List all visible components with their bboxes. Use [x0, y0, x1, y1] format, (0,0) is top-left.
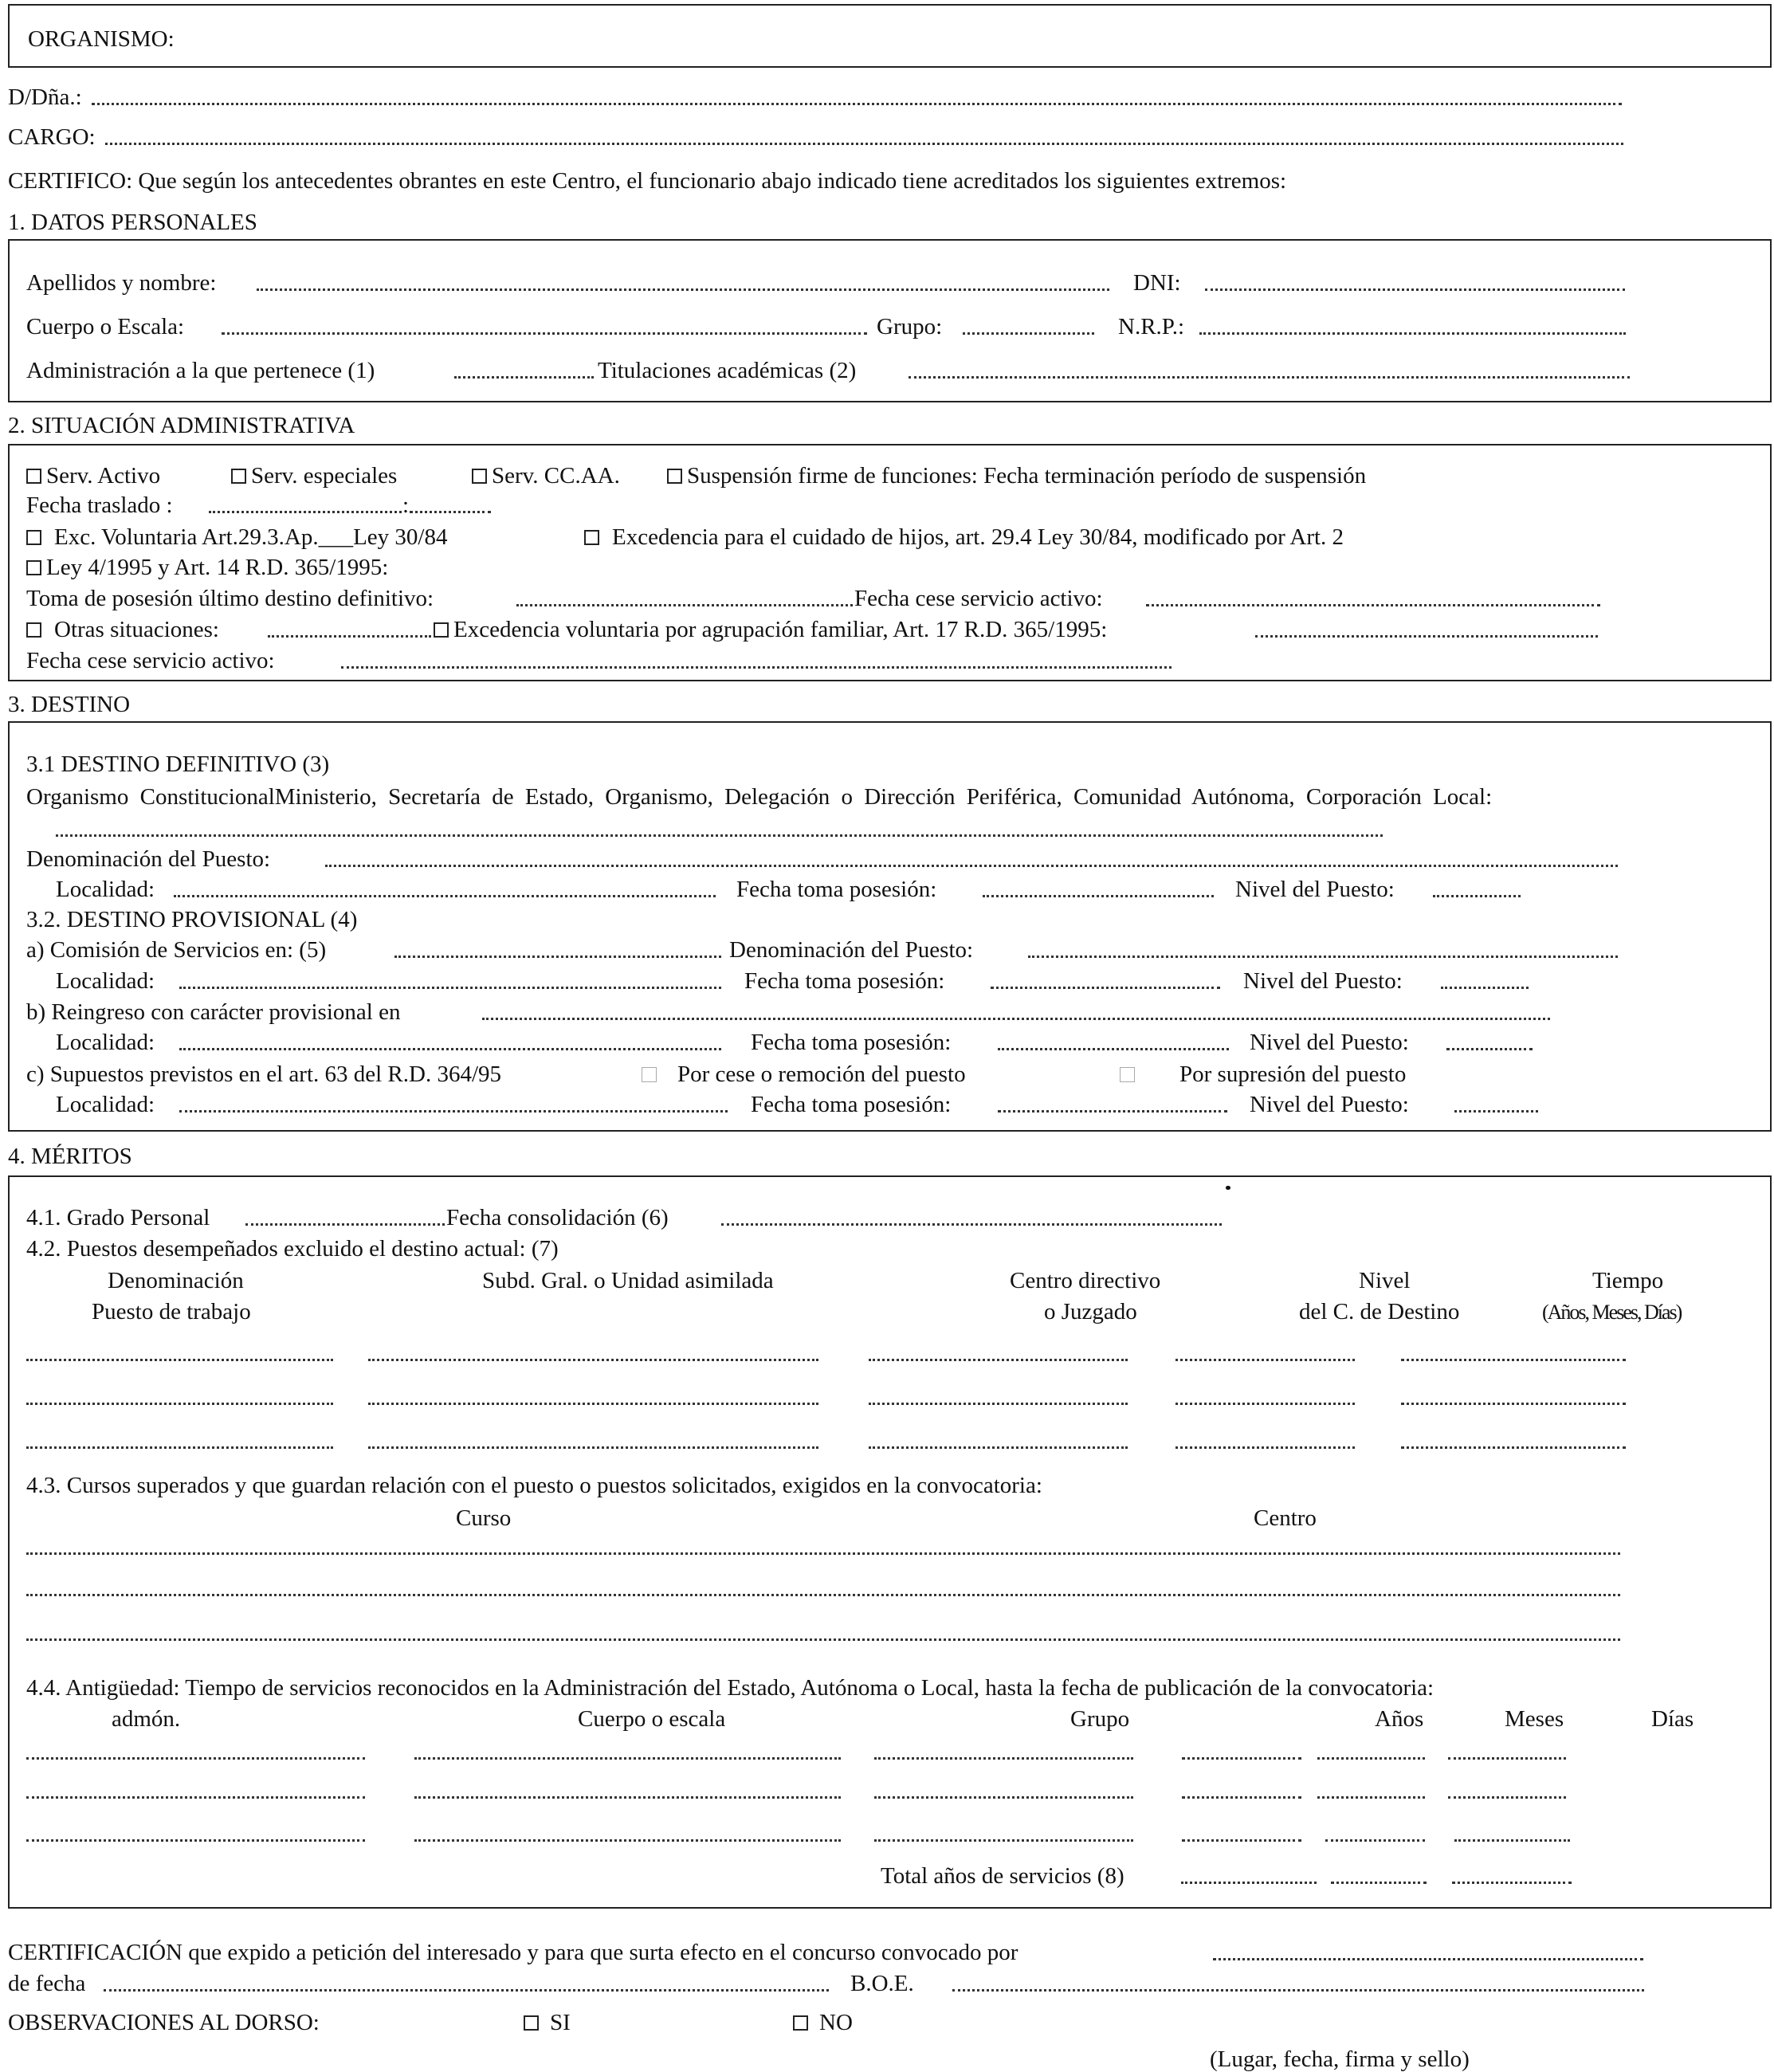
- stray-mark: [1226, 1186, 1230, 1190]
- total-anos-field[interactable]: [1181, 1882, 1317, 1884]
- section-3-title: 3. DESTINO: [8, 692, 131, 717]
- curso-row-1[interactable]: [26, 1552, 1620, 1555]
- reingreso-localidad-field[interactable]: [179, 1048, 721, 1050]
- puestos-subd-field[interactable]: [368, 1403, 818, 1405]
- cese-field[interactable]: [1146, 604, 1600, 606]
- nrp-label: N.R.P.:: [1118, 314, 1185, 339]
- dni-field[interactable]: [1205, 288, 1625, 291]
- antiguedad-admon-field[interactable]: [26, 1839, 365, 1842]
- antiguedad-admon-field[interactable]: [26, 1757, 365, 1760]
- por-supresion-label: Por supresión del puesto: [1179, 1062, 1407, 1087]
- serv-ccaa-wrap: [472, 465, 620, 488]
- toma-field[interactable]: [516, 604, 853, 606]
- comision-nivel-field[interactable]: [1441, 987, 1529, 989]
- antiguedad-meses-field[interactable]: [1317, 1757, 1425, 1760]
- antiguedad-dias-field[interactable]: [1448, 1796, 1566, 1799]
- supuestos-nivel-field[interactable]: [1454, 1110, 1538, 1113]
- col-nivel-1: Nivel: [1359, 1268, 1411, 1293]
- antiguedad-meses-field[interactable]: [1317, 1796, 1425, 1799]
- organismo-box: [8, 4, 1772, 68]
- puestos-nivel-field[interactable]: [1175, 1359, 1355, 1361]
- def-org-field[interactable]: [56, 834, 1383, 837]
- exc-hijos-label: Excedencia para el cuidado de hijos, art. 29.4 Ley 30/84, modificado por Art. 2: [612, 524, 1344, 550]
- col-centro-1: Centro directivo: [1010, 1268, 1161, 1293]
- centro-header: Centro: [1254, 1505, 1317, 1531]
- por-cese-checkbox[interactable]: [642, 1067, 657, 1082]
- puestos-den-field[interactable]: [26, 1359, 333, 1361]
- puestos-tiempo-field[interactable]: [1401, 1403, 1626, 1405]
- col-subd: Subd. Gral. o Unidad asimilada: [482, 1268, 774, 1293]
- de-fecha-label: de fecha: [8, 1971, 86, 1996]
- puestos-nivel-field[interactable]: [1175, 1446, 1355, 1449]
- reingreso-localidad-label: Localidad:: [56, 1030, 155, 1055]
- ley-checkbox[interactable]: [26, 560, 41, 575]
- curso-row-2[interactable]: [26, 1594, 1620, 1596]
- certificacion-field[interactable]: [1213, 1958, 1643, 1960]
- def-nivel-label: Nivel del Puesto:: [1235, 877, 1395, 902]
- def-denominacion-field[interactable]: [325, 865, 1618, 867]
- puestos-centro-field[interactable]: [869, 1359, 1128, 1361]
- consolidacion-field[interactable]: [721, 1223, 1222, 1226]
- puestos-centro-field[interactable]: [869, 1403, 1128, 1405]
- cargo-label: CARGO:: [8, 124, 96, 150]
- grupo-field[interactable]: [963, 332, 1094, 335]
- suspension-label: Suspensión firme de funciones: Fecha terminación período de suspensión: [687, 463, 1367, 489]
- total-meses-field[interactable]: [1331, 1882, 1427, 1884]
- grado-field[interactable]: [245, 1223, 445, 1226]
- antiguedad-dias-field[interactable]: [1454, 1839, 1570, 1842]
- col-denominacion-2: Puesto de trabajo: [92, 1299, 251, 1324]
- supuestos-label: c) Supuestos previstos en el art. 63 del R.D. 364/95: [26, 1062, 502, 1087]
- grupo-header: Grupo: [1070, 1706, 1130, 1732]
- ley-wrap: [26, 556, 388, 579]
- puestos-den-field[interactable]: [26, 1446, 333, 1449]
- por-cese-label: Por cese o remoción del puesto: [677, 1062, 966, 1087]
- otras-checkbox[interactable]: [26, 622, 41, 638]
- observaciones-label: OBSERVACIONES AL DORSO:: [8, 2010, 320, 2035]
- boe-label: B.O.E.: [850, 1971, 914, 1996]
- nrp-field[interactable]: [1199, 332, 1626, 335]
- comision-fecha-toma-field[interactable]: [991, 987, 1220, 989]
- grado-label: 4.1. Grado Personal: [26, 1205, 210, 1230]
- antiguedad-anos-field[interactable]: [1182, 1757, 1301, 1760]
- firma-label: (Lugar, fecha, firma y sello): [1210, 2046, 1470, 2072]
- def-localidad-field[interactable]: [174, 895, 716, 897]
- consolidacion-label: Fecha consolidación (6): [446, 1205, 669, 1230]
- antiguedad-admon-field[interactable]: [26, 1796, 365, 1799]
- col-denominacion-1: Denominación: [108, 1268, 244, 1293]
- cese-label: Fecha cese servicio activo:: [854, 586, 1103, 611]
- ley-label: Ley 4/1995 y Art. 14 R.D. 365/1995:: [46, 555, 389, 580]
- por-cese-wrap: [642, 1063, 966, 1086]
- col-centro-2: o Juzgado: [1044, 1299, 1137, 1324]
- antiguedad-cuerpo-field[interactable]: [414, 1757, 841, 1760]
- reingreso-nivel-label: Nivel del Puesto:: [1250, 1030, 1409, 1055]
- administracion-label: Administración a la que pertenece (1): [26, 358, 375, 383]
- exc-hijos-checkbox[interactable]: [584, 530, 599, 545]
- section-4-box: [8, 1175, 1772, 1909]
- por-supresion-wrap: [1120, 1063, 1406, 1086]
- puestos-tiempo-field[interactable]: [1401, 1359, 1626, 1361]
- antiguedad-label: 4.4. Antigüedad: Tiempo de servicios reconocidos en la Administración del Estado, Autónoma o Local, hasta la fecha de publicación de la convocatoria:: [26, 1675, 1435, 1701]
- antiguedad-cuerpo-field[interactable]: [414, 1796, 841, 1799]
- total-label: Total años de servicios (8): [881, 1863, 1124, 1889]
- suspension-wrap: [667, 465, 1366, 488]
- serv-especiales-wrap: [231, 465, 397, 488]
- serv-especiales-label: Serv. especiales: [251, 463, 398, 489]
- serv-activo-label: Serv. Activo: [46, 463, 161, 489]
- puestos-subd-field[interactable]: [368, 1359, 818, 1361]
- def-org-label: Organismo ConstitucionalMinisterio, Secretaría de Estado, Organismo, Delegación o Dirección Periférica, Comunidad Autónoma, Corporación Local:: [26, 784, 1493, 810]
- def-title: 3.1 DESTINO DEFINITIVO (3): [26, 751, 330, 777]
- comision-denominacion-field[interactable]: [1028, 956, 1618, 958]
- comision-localidad-label: Localidad:: [56, 968, 155, 994]
- def-fecha-toma-field[interactable]: [983, 895, 1214, 897]
- antiguedad-grupo-field[interactable]: [874, 1757, 1133, 1760]
- col-nivel-2: del C. de Destino: [1299, 1299, 1460, 1324]
- no-wrap: [793, 2011, 853, 2035]
- def-fecha-toma-label: Fecha toma posesión:: [736, 877, 937, 902]
- supuestos-fecha-toma-label: Fecha toma posesión:: [751, 1092, 952, 1117]
- administracion-field[interactable]: [454, 376, 594, 379]
- boe-field[interactable]: [952, 1989, 1644, 1992]
- otras-label: Otras situaciones:: [54, 617, 219, 642]
- def-localidad-label: Localidad:: [56, 877, 155, 902]
- serv-activo-checkbox[interactable]: [26, 469, 41, 484]
- reingreso-field[interactable]: [482, 1018, 1550, 1020]
- reingreso-nivel-field[interactable]: [1446, 1048, 1533, 1050]
- reingreso-fecha-toma-label: Fecha toma posesión:: [751, 1030, 952, 1055]
- reingreso-fecha-toma-field[interactable]: [998, 1048, 1229, 1050]
- agrupacion-label: Excedencia voluntaria por agrupación familiar, Art. 17 R.D. 365/1995:: [453, 617, 1108, 642]
- col-tiempo-1: Tiempo: [1592, 1268, 1664, 1293]
- cargo-field[interactable]: [105, 143, 1623, 145]
- antiguedad-anos-field[interactable]: [1182, 1839, 1301, 1842]
- puestos-tiempo-field[interactable]: [1401, 1446, 1626, 1449]
- anos-header: Años: [1375, 1706, 1424, 1732]
- suspension-checkbox[interactable]: [667, 469, 682, 484]
- exc-voluntaria-checkbox[interactable]: [26, 530, 41, 545]
- apellidos-label: Apellidos y nombre:: [26, 270, 217, 296]
- supuestos-localidad-label: Localidad:: [56, 1092, 155, 1117]
- cuerpo-label: Cuerpo o Escala:: [26, 314, 185, 339]
- comision-nivel-label: Nivel del Puesto:: [1243, 968, 1403, 994]
- no-label: NO: [819, 2010, 853, 2035]
- supuestos-fecha-toma-field[interactable]: [998, 1110, 1227, 1113]
- serv-ccaa-label: Serv. CC.AA.: [492, 463, 620, 489]
- def-nivel-field[interactable]: [1433, 895, 1521, 897]
- si-checkbox[interactable]: [524, 2015, 539, 2031]
- cese2-label: Fecha cese servicio activo:: [26, 648, 275, 673]
- certificacion-label: CERTIFICACIÓN que expido a petición del interesado y para que surta efecto en el concurso convocado por: [8, 1940, 1018, 1965]
- traslado-colon: :: [402, 492, 410, 518]
- puestos-den-field[interactable]: [26, 1403, 333, 1405]
- exc-hijos-wrap: [584, 526, 1344, 549]
- titulaciones-field[interactable]: [909, 376, 1630, 379]
- def-denominacion-label: Denominación del Puesto:: [26, 846, 271, 872]
- admon-header: admón.: [112, 1706, 181, 1732]
- de-fecha-field[interactable]: [104, 1989, 829, 1992]
- antiguedad-grupo-field[interactable]: [874, 1796, 1133, 1799]
- section-4-title: 4. MÉRITOS: [8, 1144, 132, 1169]
- cese2-field[interactable]: [341, 666, 1172, 669]
- puestos-label: 4.2. Puestos desempeñados excluido el destino actual: (7): [26, 1236, 559, 1262]
- section-2-title: 2. SITUACIÓN ADMINISTRATIVA: [8, 413, 355, 438]
- traslado-field-1[interactable]: [209, 511, 402, 513]
- toma-label: Toma de posesión último destino definitivo:: [26, 586, 434, 611]
- por-supresion-checkbox[interactable]: [1120, 1067, 1135, 1082]
- organismo-label: ORGANISMO:: [28, 26, 175, 52]
- no-checkbox[interactable]: [793, 2015, 808, 2031]
- otras-wrap: [26, 618, 219, 642]
- cuerpo-escala-header: Cuerpo o escala: [578, 1706, 726, 1732]
- cursos-label: 4.3. Cursos superados y que guardan relación con el puesto o puestos solicitados, exigidos en la convocatoria:: [26, 1473, 1042, 1498]
- puestos-subd-field[interactable]: [368, 1446, 818, 1449]
- traslado-label: Fecha traslado :: [26, 492, 173, 518]
- antiguedad-grupo-field[interactable]: [874, 1839, 1133, 1842]
- si-label: SI: [550, 2010, 571, 2035]
- comision-fecha-toma-label: Fecha toma posesión:: [744, 968, 945, 994]
- puestos-nivel-field[interactable]: [1175, 1403, 1355, 1405]
- puestos-centro-field[interactable]: [869, 1446, 1128, 1449]
- comision-label: a) Comisión de Servicios en: (5): [26, 937, 327, 963]
- comision-denominacion-label: Denominación del Puesto:: [729, 937, 974, 963]
- agrupacion-field[interactable]: [1255, 635, 1598, 638]
- traslado-field-2[interactable]: [410, 511, 491, 513]
- agrupacion-wrap: [434, 618, 1107, 642]
- section-1-title: 1. DATOS PERSONALES: [8, 210, 257, 235]
- serv-ccaa-checkbox[interactable]: [472, 469, 487, 484]
- titulaciones-label: Titulaciones académicas (2): [598, 358, 857, 383]
- antiguedad-anos-field[interactable]: [1182, 1796, 1301, 1799]
- supuestos-nivel-label: Nivel del Puesto:: [1250, 1092, 1409, 1117]
- cuerpo-field[interactable]: [222, 332, 867, 335]
- exc-voluntaria-wrap: [26, 526, 447, 549]
- agrupacion-checkbox[interactable]: [434, 622, 449, 638]
- grupo-label: Grupo:: [877, 314, 943, 339]
- col-tiempo-2: (Años, Meses, Días): [1542, 1301, 1682, 1324]
- otras-field[interactable]: [268, 635, 431, 638]
- certifico-text: CERTIFICO: Que según los antecedentes obrantes en este Centro, el funcionario abajo indicado tiene acreditados los siguientes extremos:: [8, 168, 1287, 194]
- exc-voluntaria-label: Exc. Voluntaria Art.29.3.Ap.___Ley 30/84: [54, 524, 448, 550]
- dias-header: Días: [1651, 1706, 1694, 1732]
- reingreso-label: b) Reingreso con carácter provisional en: [26, 999, 401, 1025]
- apellidos-field[interactable]: [257, 288, 1109, 291]
- serv-especiales-checkbox[interactable]: [231, 469, 246, 484]
- prov-title: 3.2. DESTINO PROVISIONAL (4): [26, 907, 358, 932]
- si-wrap: [524, 2011, 571, 2035]
- dona-label: D/Dña.:: [8, 84, 82, 110]
- supuestos-localidad-field[interactable]: [179, 1110, 728, 1113]
- antiguedad-dias-field[interactable]: [1448, 1757, 1566, 1760]
- comision-localidad-field[interactable]: [179, 987, 721, 989]
- comision-field[interactable]: [394, 956, 721, 958]
- dni-label: DNI:: [1133, 270, 1181, 296]
- curso-header: Curso: [456, 1505, 512, 1531]
- meses-header: Meses: [1505, 1706, 1564, 1732]
- antiguedad-cuerpo-field[interactable]: [414, 1839, 841, 1842]
- total-dias-field[interactable]: [1452, 1882, 1572, 1884]
- curso-row-3[interactable]: [26, 1638, 1620, 1641]
- dona-field[interactable]: [92, 103, 1622, 105]
- situacion-row-1: [26, 465, 160, 488]
- antiguedad-meses-field[interactable]: [1325, 1839, 1425, 1842]
